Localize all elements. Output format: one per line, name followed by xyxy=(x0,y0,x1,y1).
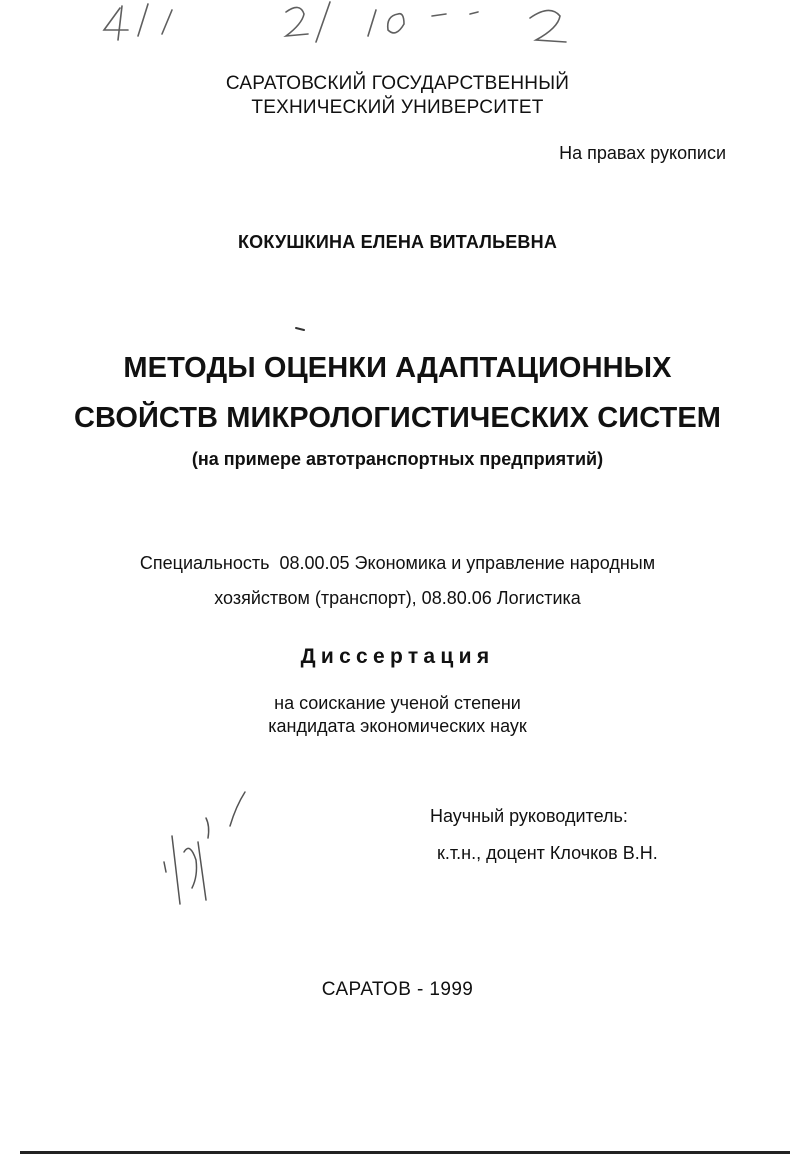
document-type: Диссертация xyxy=(300,645,495,668)
dissertation-title xyxy=(0,343,795,443)
author-name: КОКУШКИНА ЕЛЕНА ВИТАЛЬЕВНА xyxy=(237,232,558,252)
degree-statement xyxy=(0,692,795,738)
university-name xyxy=(0,72,795,120)
title-line-2: СВОЙСТВ МИКРОЛОГИСТИЧЕСКИХ СИСТЕМ xyxy=(73,402,722,434)
specialty-line-1: Специальность 08.00.05 Экономика и управление народным xyxy=(139,553,656,573)
supervisor-label: Научный руководитель: xyxy=(430,806,628,826)
university-line-2: ТЕХНИЧЕСКИЙ УНИВЕРСИТЕТ xyxy=(251,97,544,118)
specialty-line-2: хозяйством (транспорт), 08.80.06 Логистика xyxy=(214,588,581,608)
degree-line-1: на соискание ученой степени xyxy=(274,693,521,713)
city-year: САРАТОВ - 1999 xyxy=(321,979,474,1000)
bottom-divider xyxy=(20,1151,790,1154)
handwritten-archive-note xyxy=(104,2,566,42)
rights-note: На правах рукописи xyxy=(559,143,726,163)
supervisor-name: к.т.н., доцент Клочков В.Н. xyxy=(437,843,658,863)
ink-speck xyxy=(296,328,304,330)
degree-line-2: кандидата экономических наук xyxy=(268,716,527,736)
signature xyxy=(164,792,245,904)
title-line-1: МЕТОДЫ ОЦЕНКИ АДАПТАЦИОННЫХ xyxy=(123,352,672,384)
university-line-1: САРАТОВСКИЙ ГОСУДАРСТВЕННЫЙ xyxy=(225,73,570,94)
title-subtitle: (на примере автотранспортных предприятий) xyxy=(191,449,604,469)
